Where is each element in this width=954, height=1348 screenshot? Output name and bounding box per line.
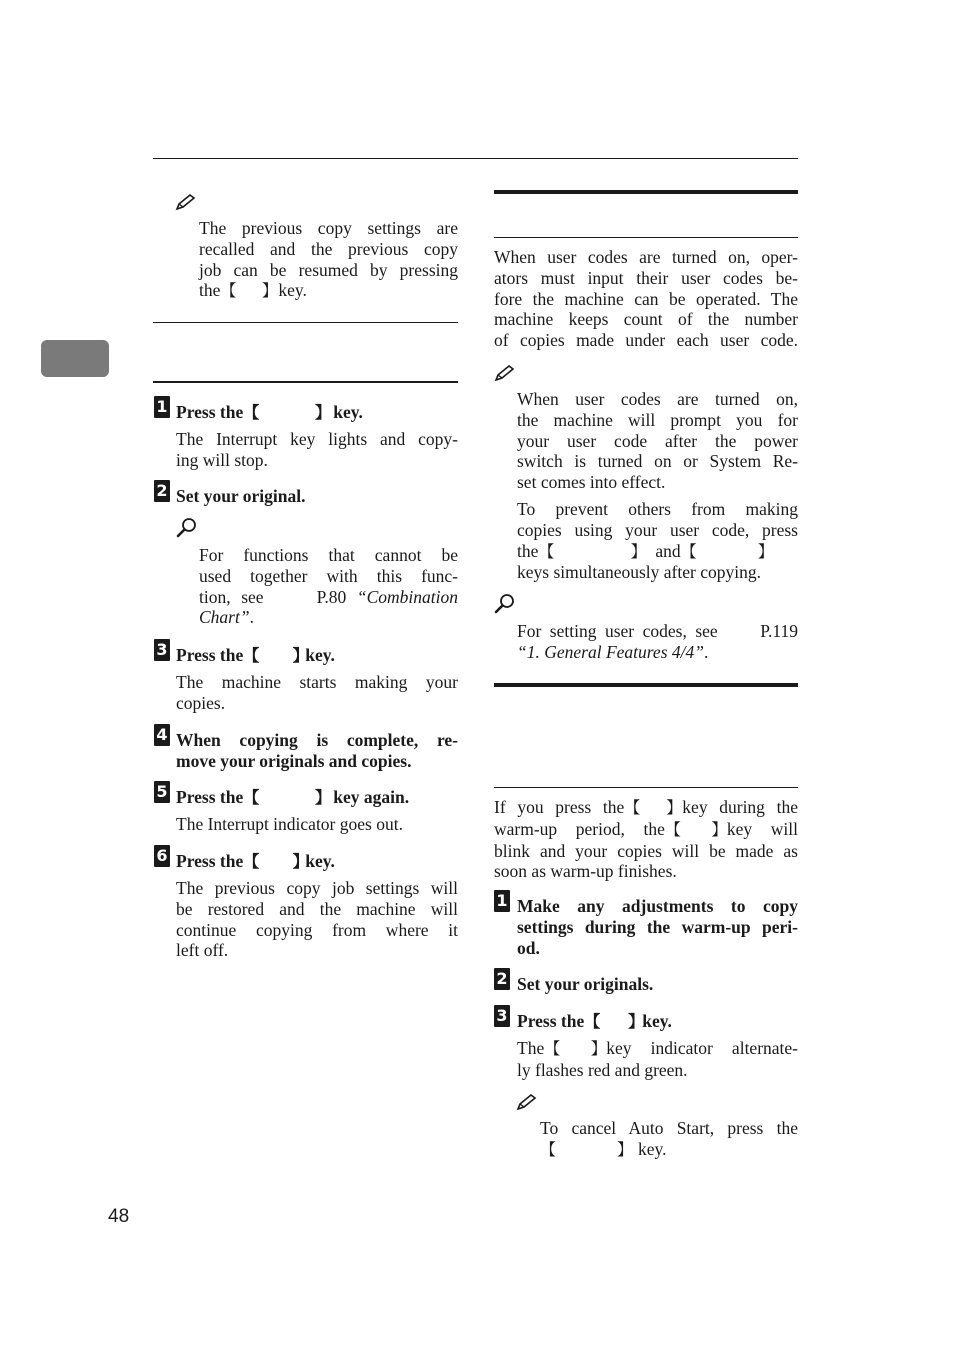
step-number: 2 <box>494 968 510 990</box>
step-instruction: Press the【 】key. <box>176 645 335 665</box>
magnifier-reference-icon <box>176 517 198 539</box>
header-rule <box>153 158 798 159</box>
step-number: 3 <box>154 639 170 661</box>
step-instruction: Press the【 】 key again. <box>176 787 410 807</box>
magnifier-reference-icon <box>494 593 516 615</box>
step-number: 2 <box>154 480 170 502</box>
step-number: 6 <box>154 845 170 867</box>
key-bracket: 【 】 <box>584 1012 645 1031</box>
note-user-code-prompt: When user codes are turned on, the machine will prompt you for your user code after the power switch is turned on or System Re- set comes into effect. <box>517 389 798 493</box>
key-bracket: 【 】 <box>538 541 647 561</box>
section-rule-thin <box>153 322 458 323</box>
pencil-note-icon <box>494 364 516 382</box>
step-instruction: Press the【 】key. <box>176 851 335 871</box>
step-description: The【 】key indicator alternate- ly flashes red and green. <box>517 1038 798 1080</box>
section-rule-thick <box>494 683 798 687</box>
step-description: The machine starts making your copies. <box>176 672 458 713</box>
key-bracket: 【 】 <box>664 819 728 839</box>
step-number: 4 <box>154 724 170 746</box>
step-description: The Interrupt indicator goes out. <box>176 814 403 834</box>
chapter-tab <box>41 340 109 377</box>
note-cancel-auto-start: To cancel Auto Start, press the 【 】 key. <box>540 1118 798 1159</box>
note-prevent-others: To prevent others from making copies using your user code, press the【 】 and【 】 keys simultaneously after copying. <box>517 499 798 583</box>
reference-user-codes: For setting user codes, see P.119 “1. General Features 4/4”. <box>517 621 798 662</box>
key-bracket: 【 】 <box>243 788 331 807</box>
step-number: 1 <box>494 890 510 912</box>
pencil-note-icon <box>516 1093 538 1111</box>
step-number: 3 <box>494 1005 510 1027</box>
step-instruction: When copying is complete, re- move your originals and copies. <box>176 730 458 771</box>
step-description: The Interrupt key lights and copy- ing will stop. <box>176 429 458 470</box>
step-instruction: Press the【 】key. <box>517 1011 672 1031</box>
key-bracket: 【 】 <box>680 541 774 561</box>
step-instruction: Set your originals. <box>517 974 654 994</box>
step-number: 5 <box>154 781 170 803</box>
reference-combination-chart: For functions that cannot be used together with this func- tion, see P.80 “Combination Chart”. <box>199 545 459 628</box>
section-rule-thick <box>153 381 458 383</box>
step-number: 1 <box>154 396 170 418</box>
section-rule-thin <box>494 237 798 238</box>
step-description: The previous copy job settings will be restored and the machine will continue copying from where it left off. <box>176 878 458 961</box>
auto-start-intro: If you press the【 】key during the warm-up period, the【 】key will blink and your copies will be made as soon as warm-up finishes. <box>494 797 798 882</box>
step-instruction: Set your original. <box>176 486 306 506</box>
page-number: 48 <box>108 1206 130 1227</box>
key-bracket: 【 】 <box>624 798 683 817</box>
section-rule-thick <box>494 190 798 194</box>
key-bracket: 【 】 <box>243 852 309 871</box>
step-instruction: Press the【 】 key. <box>176 402 363 422</box>
step-instruction: Make any adjustments to copy settings during the warm-up peri- od. <box>517 896 798 958</box>
user-code-intro: When user codes are turned on, oper- ators must input their user codes be- fore the machine can be operated. The machine keeps count of the number of copies made under each user code. <box>494 247 798 351</box>
key-bracket: 【 】 <box>544 1039 607 1058</box>
key-bracket: 【 】 <box>243 403 331 422</box>
key-bracket: 【 】 <box>220 281 278 301</box>
note-previous-settings: The previous copy settings are recalled and the previous copy job can be resumed by pressing the【 】key. <box>199 218 458 301</box>
pencil-note-icon <box>175 193 197 211</box>
section-rule-thin <box>494 787 798 788</box>
key-bracket: 【 】 <box>540 1139 634 1159</box>
key-bracket: 【 】 <box>243 646 309 665</box>
